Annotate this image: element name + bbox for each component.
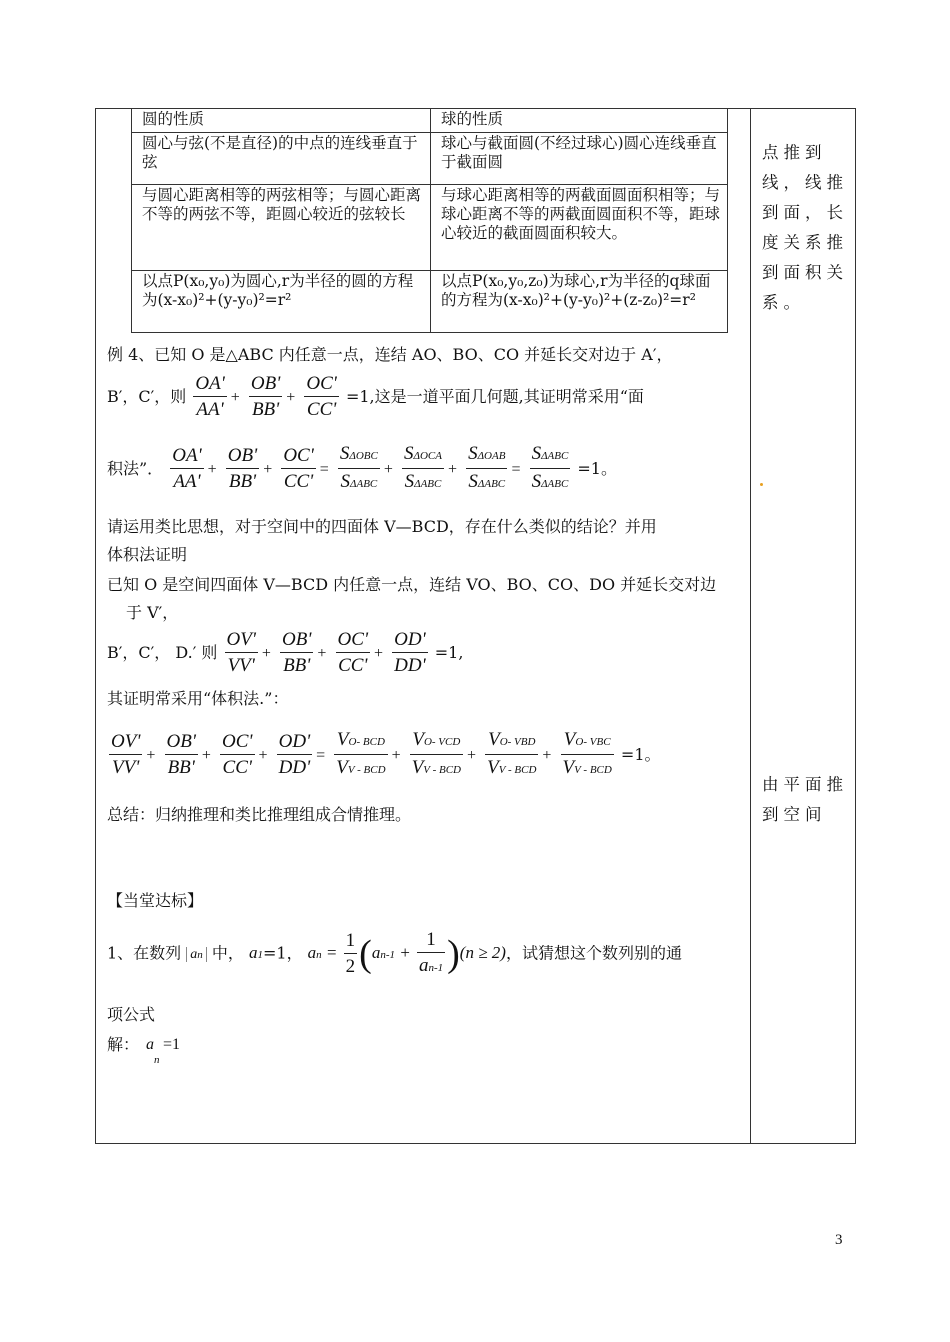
solution-value: =1 [163, 1036, 181, 1053]
table-row [132, 271, 728, 333]
question-line2: 体积法证明 [107, 545, 188, 564]
known-line3-suffix: =1, [434, 643, 464, 662]
fraction-oc: $\frac{OC'}{CC'}$ [283, 445, 314, 492]
summary: 总结：归纳推理和类比推理组成合情推理。 [107, 805, 412, 824]
fraction-v-ovcd: $\frac{\text{VO- VCD}}{\text{VV - BCD}}$ [411, 729, 461, 778]
practice-line2: 项公式 [107, 1005, 156, 1024]
table-cell: 圆心与弦(不是直径)的中点的连线垂直于弦 [132, 133, 431, 185]
fraction-s-oab: $\frac{\text{SΔOAB}}{\text{SΔABC}}$ [468, 443, 506, 492]
fraction-oa: $\frac{OA'}{AA'}$ [172, 445, 202, 492]
fraction-v-ovbd: $\frac{\text{VO- VBD}}{\text{VV - BCD}}$ [487, 729, 537, 778]
comparison-table [131, 108, 728, 333]
fraction-ob: $\frac{OB'}{BB'}$ [166, 731, 196, 778]
practice-problem1 [107, 928, 682, 981]
table-row [132, 185, 728, 271]
fraction-od: $\frac{OD'}{DD'}$ [278, 731, 311, 778]
fraction-ov: $\frac{OV'}{VV'}$ [226, 629, 256, 676]
known-line4: 其证明常采用“体积法.”： [107, 689, 289, 708]
fraction-ob: $\frac{OB'}{BB'}$ [282, 629, 312, 676]
table-cell: 与圆心距离相等的两弦相等；与圆心距离不等的两弦不等，距圆心较近的弦较长 [132, 185, 431, 271]
fraction-ov: $\frac{OV'}{VV'}$ [111, 731, 141, 778]
problem1-part-c: =1， [262, 943, 303, 963]
example4-line3: 积法”． $\frac{OA'}{AA'}$ + $\frac{OB'}{BB'}$ + $\frac{OC'}{CC'}$ = $\frac{\text{SΔOBC}}{\text{SΔABC}}$ + $\frac{\text{SΔOCA}}{\text{SΔABC}}$ + $\frac{\text{SΔOAB}}{\text{SΔABC}}$ = $\frac{\text{SΔABC}}{\text{SΔABC}}$ =1。 [107, 442, 617, 497]
table-cell: 球心与截面圆(不经过球心)圆心连线垂直于截面圆 [431, 133, 728, 185]
example4-line2-suffix: =1,这是一道平面几何题,其证明常采用“面 [345, 387, 644, 406]
side-note-1: 点推到线，线推到面，长度关系推到面积关系。 [762, 143, 848, 312]
table-row [132, 133, 728, 185]
example4-line2: B′，C′，则 $\frac{OA'}{AA'}$ + $\frac{OB'}{BB'}$ + $\frac{OC'}{CC'}$ =1,这是一道平面几何题,其证明常采用“面 [107, 372, 644, 423]
fraction-oa: $\frac{OA'}{AA'}$ [195, 373, 225, 420]
known-line3-prefix: B′，C′， D.′ 则 [107, 643, 218, 662]
fraction-s-obc: $\frac{\text{SΔOBC}}{\text{SΔABC}}$ [339, 443, 378, 492]
fraction-v-obcd: $\frac{\text{VO- BCD}}{\text{VV - BCD}}$ [336, 729, 386, 778]
known-line2: 于 V′， [126, 603, 179, 622]
table-cell: 以点P(x₀,y₀)为圆心,r为半径的圆的方程为(x-x₀)²+(y-y₀)²=r² [132, 271, 431, 333]
volume-equation: $\frac{OV'}{VV'}$ + $\frac{OB'}{BB'}$ + $\frac{OC'}{CC'}$ + $\frac{OD'}{DD'}$ = $\frac{\text{VO- BCD}}{\text{VV - BCD}}$ + $\frac{\text{VO- VCD}}{\text{VV - BCD}}$ + $\frac{\text{VO- VBD}}{\text{VV - BCD}}$ + $\frac{\text{VO- VBC}}{\text{VV - BCD}}$ =1。 [107, 728, 661, 783]
question-line1: 请运用类比思想，对于空间中的四面体 V—BCD，存在什么类似的结论？并用 [107, 517, 657, 536]
table-cell: 以点P(x₀,y₀,z₀)为球心,r为半径的q球面的方程为(x-x₀)²+(y-y₀)²+(z-z₀)²=r² [431, 271, 728, 333]
example4-line2-prefix: B′，C′，则 [107, 387, 187, 406]
problem1-part-d: ，试猜想这个数列别的通 [505, 943, 682, 963]
sequence-symbol: an [186, 947, 207, 962]
fraction-v-ovbc: $\frac{\text{VO- VBC}}{\text{VV - BCD}}$ [562, 729, 612, 778]
marker-dot [760, 483, 763, 486]
fraction-s-abc: $\frac{\text{SΔABC}}{\text{SΔABC}}$ [531, 443, 569, 492]
fraction-oc: $\frac{OC'}{CC'}$ [306, 373, 337, 420]
fraction-oc: $\frac{OC'}{CC'}$ [222, 731, 253, 778]
fraction-s-oca: $\frac{\text{SΔOCA}}{\text{SΔABC}}$ [404, 443, 442, 492]
page-number: 3 [835, 1232, 843, 1248]
practice-heading: 【当堂达标】 [107, 891, 204, 910]
side-note-2: 由平面推到空间 [762, 775, 848, 824]
example4-line3-prefix: 积法”． [107, 459, 164, 478]
example4-line3-suffix: =1。 [577, 459, 617, 478]
fraction-ob: $\frac{OB'}{BB'}$ [250, 373, 281, 420]
solution-an: $a_n$ [146, 1036, 160, 1066]
recurrence-formula: an = $\frac{1}{2}$ (an-1 + $\frac{1}{an-1}$ )(n ≥ 2) [307, 929, 506, 977]
fraction-od: $\frac{OD'}{DD'}$ [394, 629, 426, 676]
fraction-oc: $\frac{OC'}{CC'}$ [337, 629, 369, 676]
table-header-row [132, 109, 728, 133]
known-line3: B′，C′， D.′ 则 $\frac{OV'}{VV'}$ + $\frac{OB'}{BB'}$ + $\frac{OC'}{CC'}$ + $\frac{OD'}{DD'}$ =1, [107, 628, 463, 679]
volume-equation-suffix: =1。 [620, 745, 661, 764]
example4-line1: 例 4、已知 O 是△ABC 内任意一点，连结 AO、BO、CO 并延长交对边于 A′， [107, 345, 673, 364]
table-cell: 与球心距离相等的两截面圆面积相等；与球心距离不等的两截面圆面积不等，距球心较近的截面圆面积较大。 [431, 185, 728, 271]
problem1-part-b: 中， [211, 943, 244, 963]
known-line1: 已知 O 是空间四面体 V—BCD 内任意一点，连结 VO、BO、CO、DO 并延长交对边 [107, 575, 717, 594]
a1-symbol: a1 [248, 943, 263, 963]
problem1-part-a: 1、在数列 [107, 943, 182, 963]
header-sphere: 球的性质 [431, 109, 728, 133]
fraction-ob: $\frac{OB'}{BB'}$ [227, 445, 258, 492]
solution-label: 解： [107, 1035, 140, 1054]
header-circle: 圆的性质 [132, 109, 431, 133]
